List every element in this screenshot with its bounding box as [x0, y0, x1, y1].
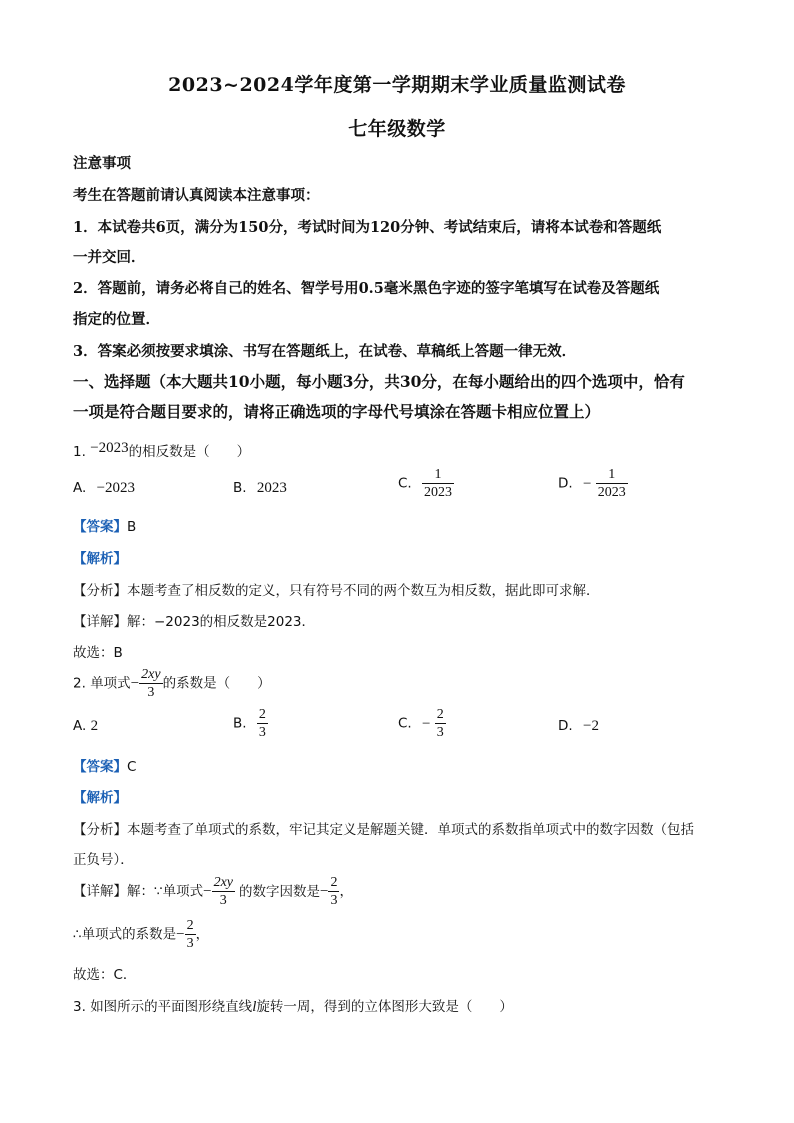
question-1-detail: 【详解】解：−2023的相反数是2023． — [73, 614, 316, 630]
question-3-stem: 3. 如图所示的平面图形绕直线l旋转一周，得到的立体图形大致是（ ） — [73, 999, 513, 1015]
notice-item-1-line-2: 一并交回． — [73, 249, 146, 266]
question-1-analysis-tag: 【解析】 — [73, 551, 127, 567]
fraction: $\frac{1}{2023}$ — [597, 467, 626, 500]
question-1-option-c: C. $\frac{1}{2023}$ — [398, 467, 453, 500]
section-1-heading-line-2: 一项是符合题目要求的，请将正确选项的字母代号填涂在答题卡相应位置上） — [73, 402, 601, 421]
question-2-fenxi-line-1: 【分析】本题考查了单项式的系数，牢记其定义是解题关键．单项式的系数指单项式中的数字因数（包括 — [73, 822, 694, 838]
question-2-choice: 故选：C． — [73, 967, 137, 983]
question-1-stem-text: 的相反数是（ ） — [128, 444, 251, 460]
notice-item-2-line-2: 指定的位置． — [73, 311, 160, 328]
question-1-answer: 【答案】B — [73, 519, 137, 535]
notice-heading: 注意事项 — [73, 155, 131, 172]
notice-item-2-line-1: 2．答题前，请务必将自己的姓名、智学号用0.5毫米黑色字迹的签字笔填写在试卷及答题纸 — [73, 280, 660, 297]
question-2-option-b: B. $\frac{2}{3}$ — [233, 707, 266, 740]
question-1-option-b: B. 2023 — [233, 480, 287, 496]
question-1-stem — [73, 440, 250, 461]
exam-subtitle: 七年级数学 — [348, 118, 446, 140]
question-1-number: 1. — [73, 444, 86, 460]
question-1-option-d: D. − $\frac{1}{2023}$ — [558, 467, 626, 500]
fraction: $\frac{2}{3}$ — [186, 918, 194, 951]
notice-item-1-line-1: 1．本试卷共6页，满分为150分，考试时间为120分钟、考试结束后，请将本试卷和答题纸 — [73, 219, 662, 236]
notice-intro: 考生在答题前请认真阅读本注意事项： — [73, 187, 320, 204]
question-2-conclusion: ∴单项式的系数是− $\frac{2}{3}$ ， — [73, 918, 210, 951]
question-2-analysis-tag: 【解析】 — [73, 790, 127, 806]
fraction: $\frac{2}{3}$ — [436, 707, 444, 740]
fraction: $\frac{1}{2023}$ — [424, 467, 453, 500]
question-2-stem: 2. 单项式− $\frac{2xy}{3}$ 的系数是（ ） — [73, 667, 271, 700]
question-2-option-d: D. −2 — [558, 718, 599, 734]
exam-title: 2023~2024学年度第一学期期末学业质量监测试卷 — [168, 74, 626, 96]
question-2-detail: 【详解】解：∵单项式− $\frac{2xy}{3}$ 的数字因数是− $\frac{2}{3}$ ， — [73, 875, 353, 908]
section-1-heading-line-1: 一、选择题（本大题共10小题，每小题3分，共30分，在每小题给出的四个选项中，恰有 — [73, 372, 685, 391]
notice-item-3: 3．答案必须按要求填涂、书写在答题纸上，在试卷、草稿纸上答题一律无效． — [73, 343, 577, 360]
question-1-choice: 故选：B — [73, 645, 123, 661]
monomial-fraction: $\frac{2xy}{3}$ — [141, 667, 161, 700]
monomial-fraction: $\frac{2xy}{3}$ — [213, 875, 233, 908]
question-2-option-a: A. 2 — [73, 718, 99, 734]
question-1-fenxi: 【分析】本题考查了相反数的定义，只有符号不同的两个数互为相反数，据此即可求解． — [73, 583, 600, 599]
fraction: $\frac{2}{3}$ — [258, 707, 266, 740]
question-2-option-c: C. − $\frac{2}{3}$ — [398, 707, 444, 740]
fraction: $\frac{2}{3}$ — [330, 875, 338, 908]
question-2-fenxi-line-2: 正负号）． — [73, 852, 134, 868]
question-1-expression: −2023 — [90, 440, 129, 456]
question-2-answer: 【答案】C — [73, 759, 137, 775]
question-1-option-a: A. −2023 — [73, 480, 136, 496]
